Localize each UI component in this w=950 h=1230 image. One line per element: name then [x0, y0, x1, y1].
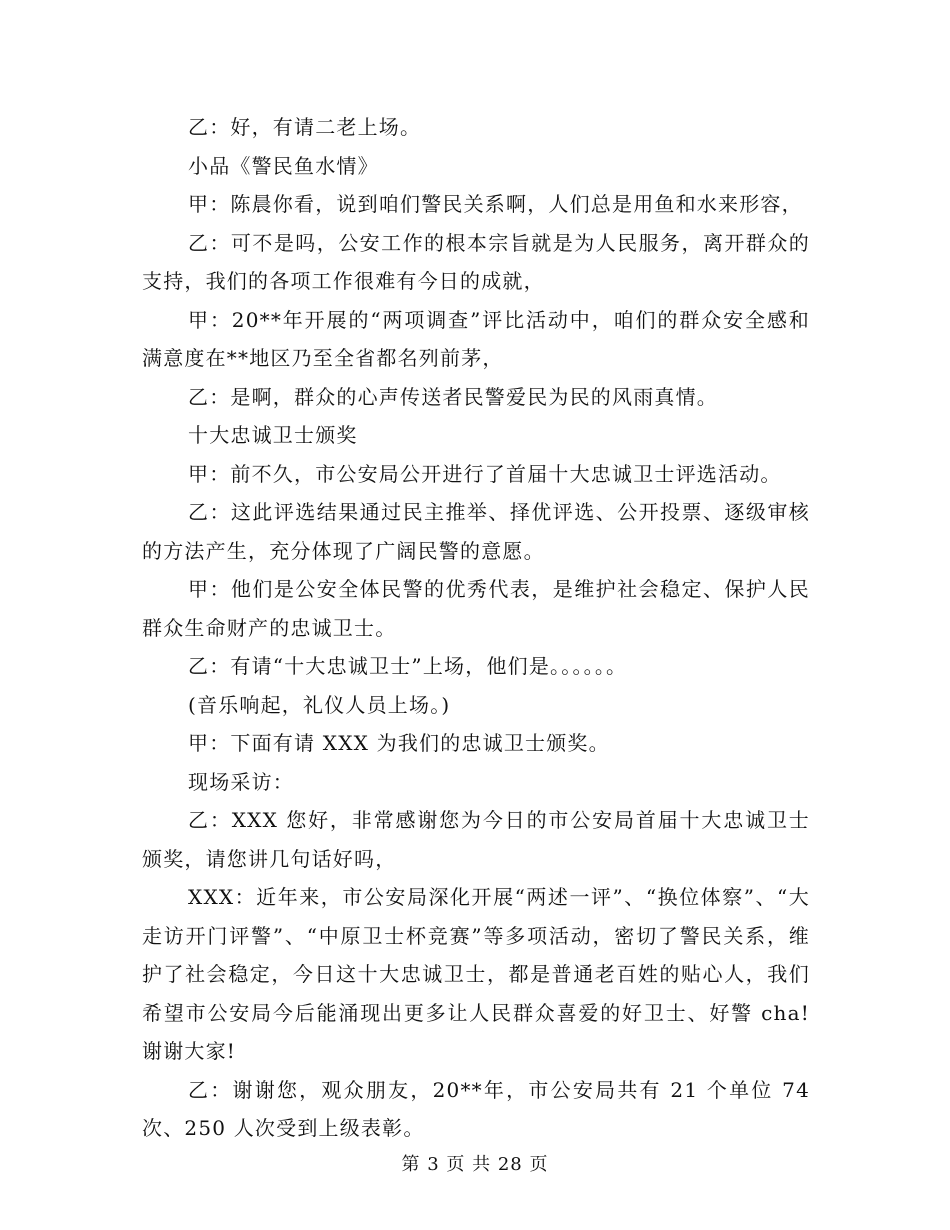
paragraph: 甲：20**年开展的“两项调查”评比活动中，咱们的群众安全感和满意度在**地区乃至全省都名列前茅， — [142, 307, 810, 370]
stage-direction: (音乐响起，礼仪人员上场。) — [188, 692, 451, 717]
paragraph: 甲：他们是公安全体民警的优秀代表，是维护社会稳定、保护人民群众生命财产的忠诚卫士。 — [142, 577, 810, 640]
paragraph: 甲：下面有请 XXX 为我们的忠诚卫士颁奖。 — [188, 731, 610, 755]
paragraph: 乙：XXX 您好，非常感谢您为今日的市公安局首届十大忠诚卫士颁奖，请您讲几句话好吗， — [142, 808, 810, 871]
paragraph: 乙：谢谢您，观众朋友，20**年，市公安局共有 21 个单位 74 次、250 人次受到上级表彰。 — [142, 1077, 810, 1140]
paragraph: 乙：好，有请二老上场。 — [188, 115, 422, 139]
document-body — [142, 108, 810, 1148]
paragraph: 乙：可不是吗，公安工作的根本宗旨就是为人民服务，离开群众的支持，我们的各项工作很难有今日的成就， — [142, 230, 810, 293]
section-heading: 现场采访： — [188, 769, 294, 794]
paragraph: 乙：有请“十大忠诚卫士”上场，他们是。。。。。。 — [188, 654, 628, 678]
section-heading: 十大忠诚卫士颁奖 — [188, 423, 358, 447]
paragraph: XXX：近年来，市公安局深化开展“两述一评”、“换位体察”、“大走访开门评警”、“中原卫士杯竞赛”等多项活动，密切了警民关系，维护了社会稳定，今日这十大忠诚卫士，都是普通老百姓的贴心人，我们希望市公安局今后能涌现出更多让人民群众喜爱的好卫士、好警 cha!谢谢大家! — [142, 885, 810, 1063]
paragraph: 乙：是啊，群众的心声传送者民警爱民为民的风雨真情。 — [188, 384, 718, 409]
paragraph: 甲：陈晨你看，说到咱们警民关系啊，人们总是用鱼和水来形容， — [188, 192, 803, 216]
page-number: 第 3 页 共 28 页 — [401, 1154, 549, 1175]
section-heading: 小品《警民鱼水情》 — [188, 153, 379, 178]
paragraph: 甲：前不久，市公安局公开进行了首届十大忠诚卫士评选活动。 — [188, 461, 782, 486]
paragraph: 乙：这此评选结果通过民主推举、择优评选、公开投票、逐级审核的方法产生，充分体现了广阔民警的意愿。 — [142, 500, 810, 563]
